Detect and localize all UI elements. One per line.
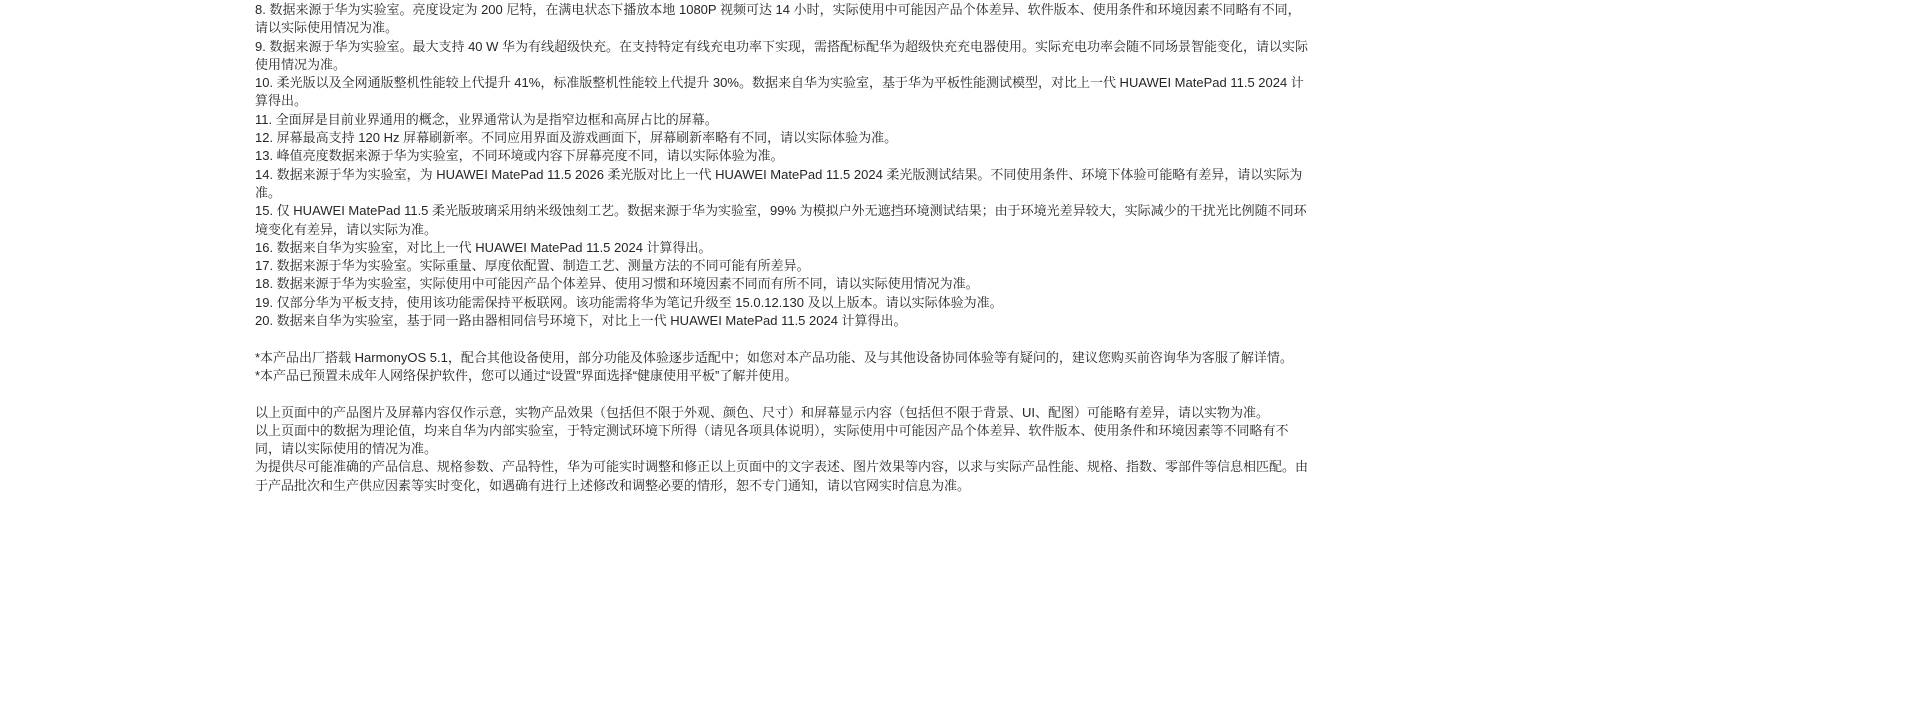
blank-line-separator xyxy=(255,330,1311,348)
product-note-minor-protection: *本产品已预置未成年人网络保护软件，您可以通过“设置”界面选择“健康使用平板”了解并使用。 xyxy=(255,367,798,383)
footnote-20: 20. 数据来自华为实验室，基于同一路由器相同信号环境下，对比上一代 HUAWEI MatePad 11.5 2024 计算得出。 xyxy=(255,313,907,329)
footnote-18: 18. 数据来源于华为实验室，实际使用中可能因产品个体差异、使用习惯和环境因素不同而有所不同，请以实际使用情况为准。 xyxy=(255,276,979,292)
footnote-17: 17. 数据来源于华为实验室。实际重量、厚度依配置、制造工艺、测量方法的不同可能有所差异。 xyxy=(255,258,810,274)
disclaimer-footnotes-section xyxy=(255,1,1311,495)
blank-line-separator xyxy=(255,385,1311,403)
legal-paragraph-revisions: 为提供尽可能准确的产品信息、规格参数、产品特性，华为可能实时调整和修正以上页面中的文字表述、图片效果等内容，以求与实际产品性能、规格、指数、零部件等信息相匹配。由于产品批次和生产供应因素等实时变化，如遇确有进行上述修改和调整必要的情形，恕不专门通知，请以官网实时信息为准。 xyxy=(255,459,1309,493)
footnote-10: 10. 柔光版以及全网通版整机性能较上代提升 41%，标准版整机性能较上代提升 30%。数据来自华为实验室，基于华为平板性能测试模型，对比上一代 HUAWEI MatePad 11.5 2024 计算得出。 xyxy=(255,75,1304,109)
footnote-14: 14. 数据来源于华为实验室，为 HUAWEI MatePad 11.5 2026 柔光版对比上一代 HUAWEI MatePad 11.5 2024 柔光版测试结果。不同使用条件、环境下体验可能略有差异，请以实际为准。 xyxy=(255,166,1303,200)
footnote-13: 13. 峰值亮度数据来源于华为实验室，不同环境或内容下屏幕亮度不同，请以实际体验为准。 xyxy=(255,148,784,164)
footnote-12: 12. 屏幕最高支持 120 Hz 屏幕刷新率。不同应用界面及游戏画面下，屏幕刷新率略有不同，请以实际体验为准。 xyxy=(255,130,898,146)
product-note-harmonyos: *本产品出厂搭载 HarmonyOS 5.1，配合其他设备使用，部分功能及体验逐步适配中；如您对本产品功能、及与其他设备协同体验等有疑问的，建议您购买前咨询华为客服了解详情。 xyxy=(255,349,1293,365)
footnote-11: 11. 全面屏是目前业界通用的概念，业界通常认为是指窄边框和高屏占比的屏幕。 xyxy=(255,111,718,127)
legal-paragraph-images: 以上页面中的产品图片及屏幕内容仅作示意，实物产品效果（包括但不限于外观、颜色、尺寸）和屏幕显示内容（包括但不限于背景、UI、配图）可能略有差异，请以实物为准。 xyxy=(255,404,1270,420)
legal-paragraph-data: 以上页面中的数据为理论值，均来自华为内部实验室，于特定测试环境下所得（请见各项具体说明），实际使用中可能因产品个体差异、软件版本、使用条件和环境因素等不同略有不同，请以实际使用的情况为准。 xyxy=(255,422,1289,457)
footnote-8: 8. 数据来源于华为实验室。亮度设定为 200 尼特，在满电状态下播放本地 1080P 视频可达 14 小时，实际使用中可能因产品个体差异、软件版本、使用条件和环境因素不同略有不同，请以实际使用情况为准。 xyxy=(255,2,1301,36)
footnote-15: 15. 仅 HUAWEI MatePad 11.5 柔光版玻璃采用纳米级蚀刻工艺。数据来源于华为实验室，99% 为模拟户外无遮挡环境测试结果；由于环境光差异较大，实际减少的干扰光比例随不同环境变化有差异，请以实际为准。 xyxy=(255,203,1307,237)
footnote-19: 19. 仅部分华为平板支持，使用该功能需保持平板联网。该功能需将华为笔记升级至 15.0.12.130 及以上版本。请以实际体验为准。 xyxy=(255,294,1003,310)
footnote-16: 16. 数据来自华为实验室，对比上一代 HUAWEI MatePad 11.5 2024 计算得出。 xyxy=(255,239,712,255)
footnote-9: 9. 数据来源于华为实验室。最大支持 40 W 华为有线超级快充。在支持特定有线充电功率下实现，需搭配标配华为超级快充充电器使用。实际充电功率会随不同场景智能变化，请以实际使用情况为准。 xyxy=(255,38,1309,72)
